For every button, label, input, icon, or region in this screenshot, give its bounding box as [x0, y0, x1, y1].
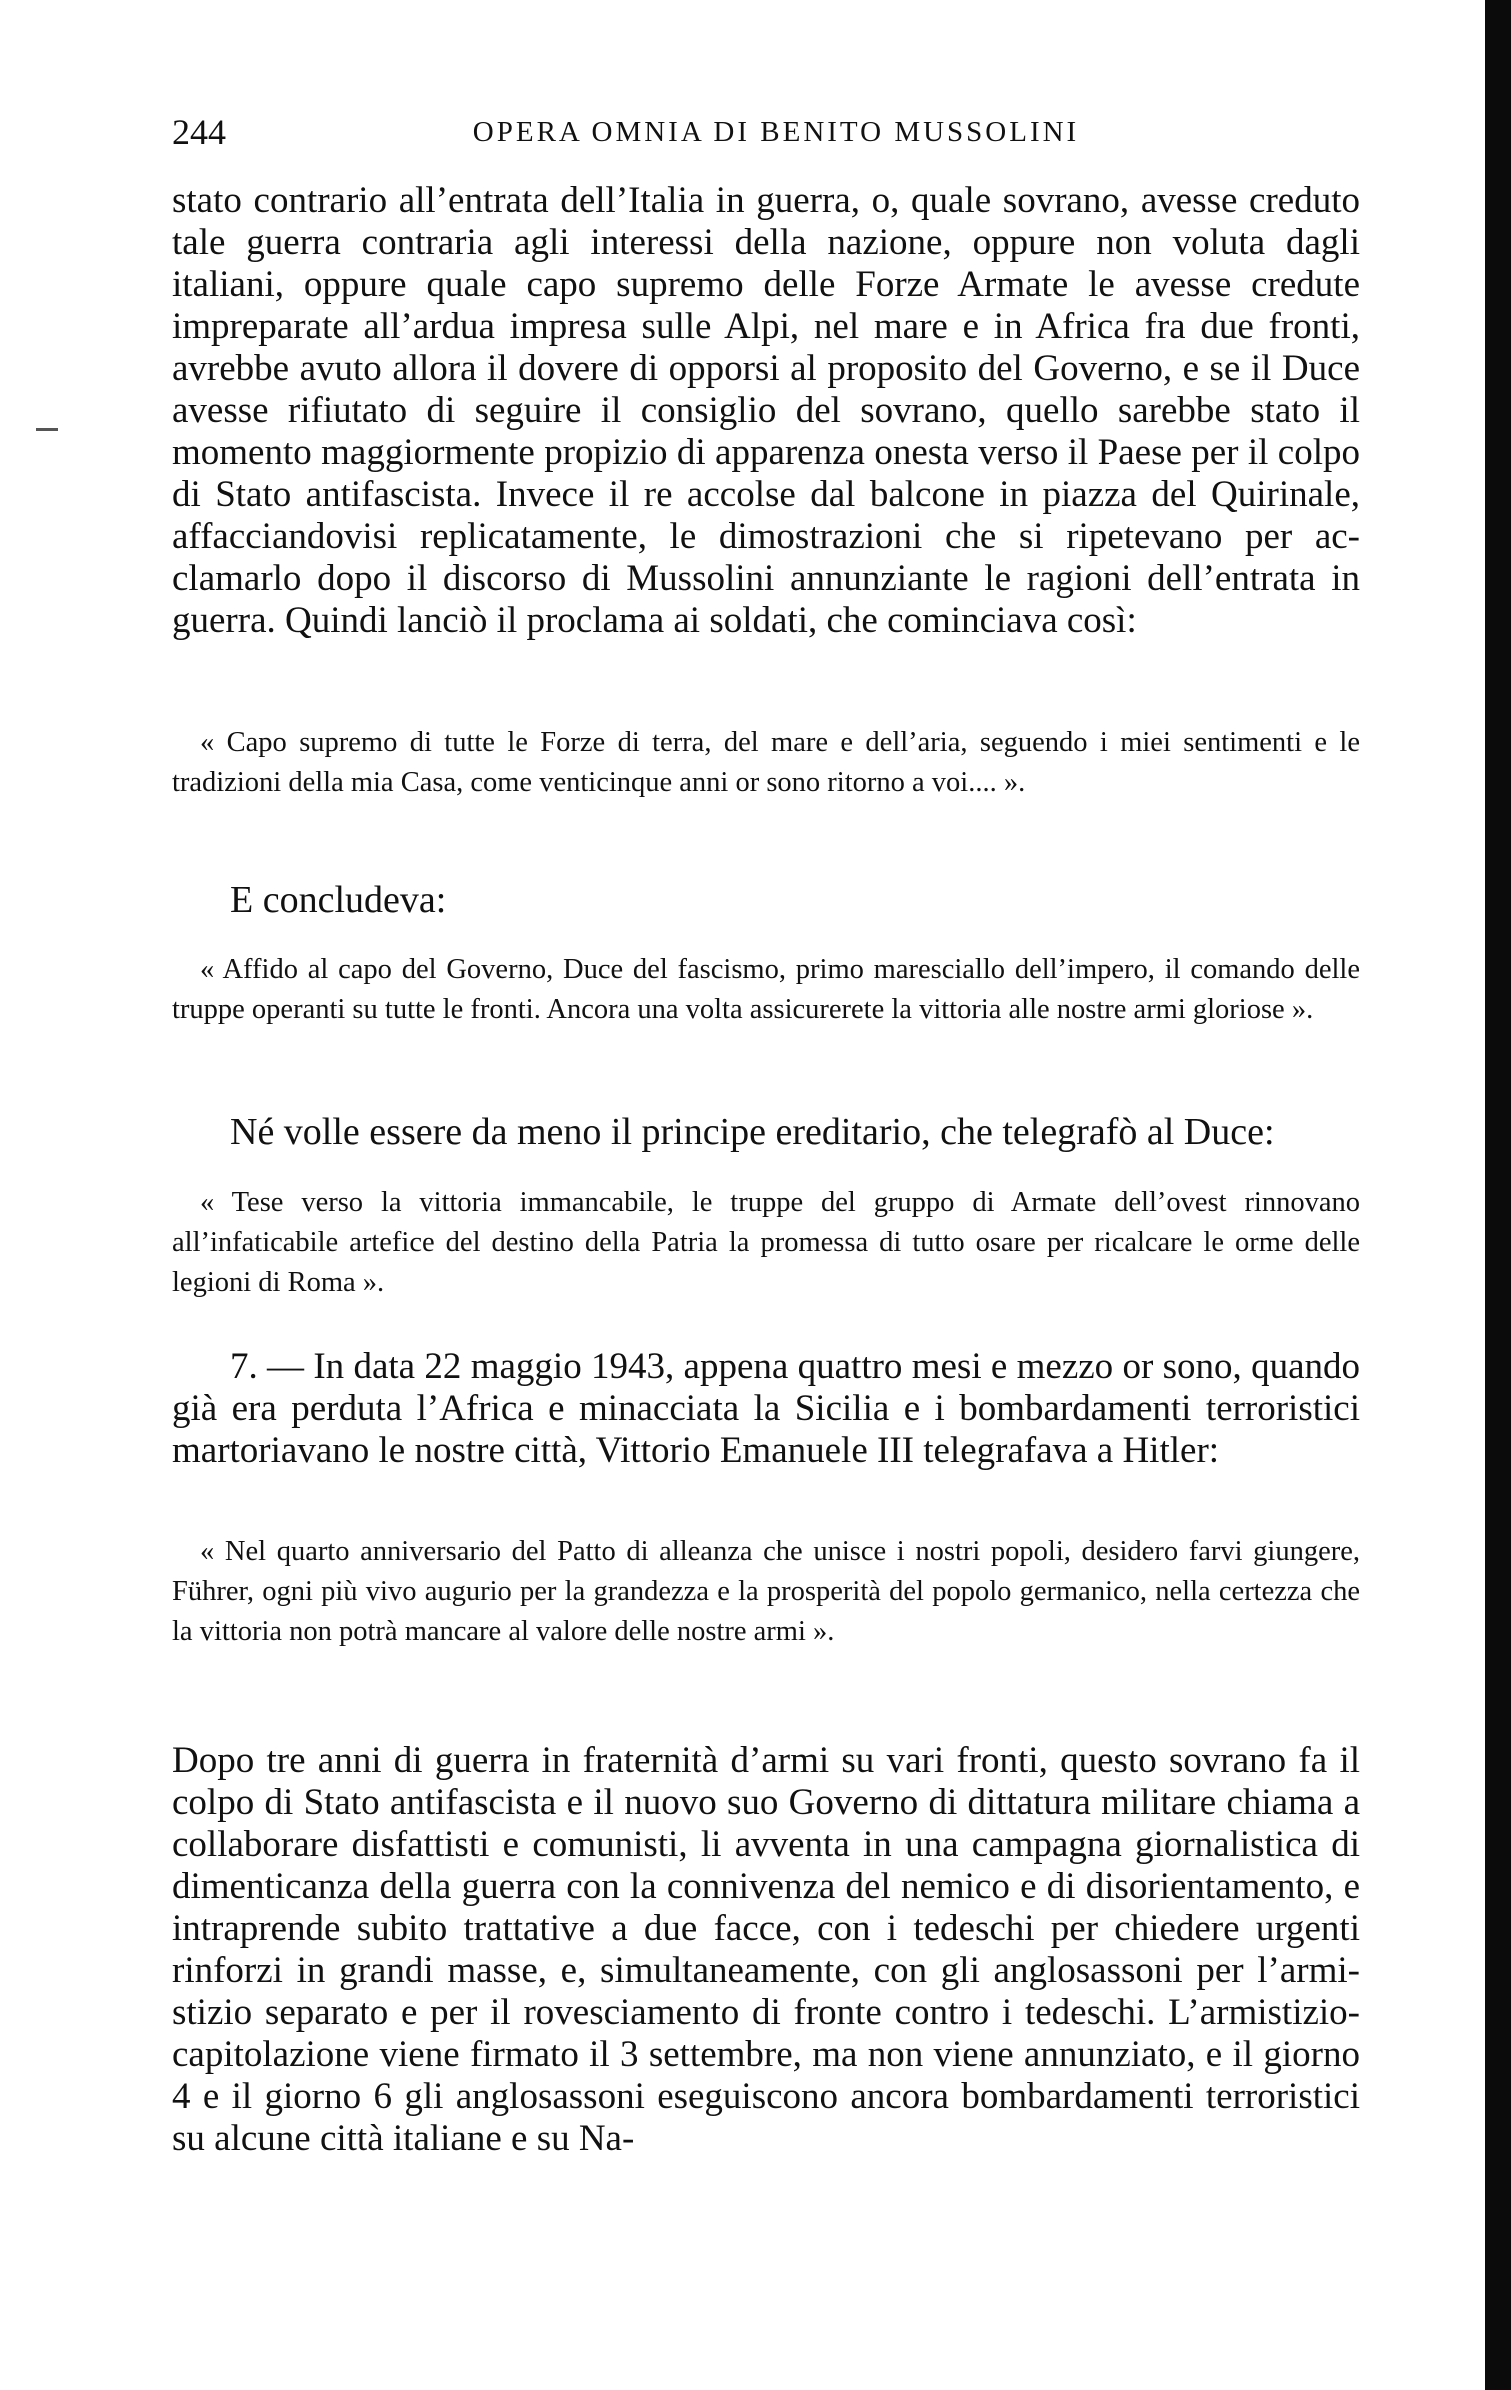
running-head [172, 108, 1360, 156]
scan-edge [1485, 0, 1511, 2390]
paragraph-intro-principe: Né volle essere da meno il principe ereditario, che telegrafò al Duce: [230, 1111, 1275, 1153]
quote-affido: « Affido al capo del Governo, Duce del fascismo, primo maresciallo dell’impero, il comando delle truppe operanti su tutte le fronti. Ancora una volta assicurerete la vittoria alle nostre armi gloriose ». [172, 954, 1360, 1025]
page-number: 244 [172, 112, 226, 152]
quote-telegram-prince: « Tese verso la vittoria immancabile, le truppe del gruppo di Armate dell’ovest rinnovano all’infaticabile artefice del destino della Patria la promessa di tutto osare per ricalcare le orme delle legioni di Roma ». [172, 1187, 1360, 1298]
paragraph-intro-concludeva: E concludeva: [230, 879, 447, 921]
paragraph-section-7: 7. — In data 22 maggio 1943, appena quattro mesi e mezzo or sono, quando già era perduta l’Africa e minacciata la Sicilia e i bombardamenti terroristici martoriavano le nostre città, Vittorio Emanuele III telegrafava a Hitler: [172, 1346, 1360, 1471]
running-title: OPERA OMNIA DI BENITO MUSSOLINI [472, 116, 1080, 148]
margin-mark [36, 428, 58, 431]
paragraph-body-1: stato contrario all’entrata dell’Italia in guerra, o, quale sovrano, avesse creduto tale guerra contraria agli interessi della nazione, oppure non voluta dagli italiani, oppure quale capo supremo delle Forze Armate le avesse credute impreparate all’ardua impresa sulle Alpi, nel mare e in Africa fra due fronti, avrebbe avuto allora il dovere di opporsi al proposito del Governo, e se il Duce avesse rifiutato di seguire il consiglio del sovrano, quello sarebbe stato il momento maggiormente propizio di apparenza onesta verso il Paese per il colpo di Stato antifascista. Invece il re accolse dal balcone in piazza del Quirinale, affacciandovisi replicatamente, le dimostrazioni che si ripetevano per acclamarlo dopo il discorso di Mussolini annunziante le ragioni dell’entrata in guerra. Quindi lanciò il proclama ai soldati, che cominciava così: [172, 180, 1360, 641]
quote-proclamation: « Capo supremo di tutte le Forze di terra, del mare e dell’aria, seguendo i miei sentimenti e le tradizioni della mia Casa, come venticinque anni or sono ritorno a voi.... ». [172, 727, 1360, 798]
quote-telegram-hitler: « Nel quarto anniversario del Patto di alleanza che unisce i nostri popoli, desidero farvi giungere, Führer, ogni più vivo augurio per la grandezza e la prosperità del popolo germanico, nella certezza che la vittoria non potrà mancare al valore delle nostre armi ». [172, 1536, 1360, 1647]
paragraph-body-final: Dopo tre anni di guerra in fraternità d’armi su vari fronti, questo sovrano fa il colpo di Stato antifascista e il nuovo suo Governo di dittatura militare chiama a collaborare disfattisti e comunisti, li avventa in una campagna giornalistica di dimenticanza della guerra con la connivenza del nemico e di disorientamento, e intraprende subito trattative a due facce, con i tedeschi per chiedere urgenti rinforzi in grandi masse, e, simultaneamente, con gli anglosassoni per l’armistizio separato e per il rovesciamento di fronte contro i tedeschi. L’armistizio-capitolazione viene firmato il 3 settembre, ma non viene annunziato, e il giorno 4 e il giorno 6 gli anglosassoni eseguiscono ancora bombardamenti terroristici su alcune città italiane e su Na- [172, 1740, 1360, 2159]
